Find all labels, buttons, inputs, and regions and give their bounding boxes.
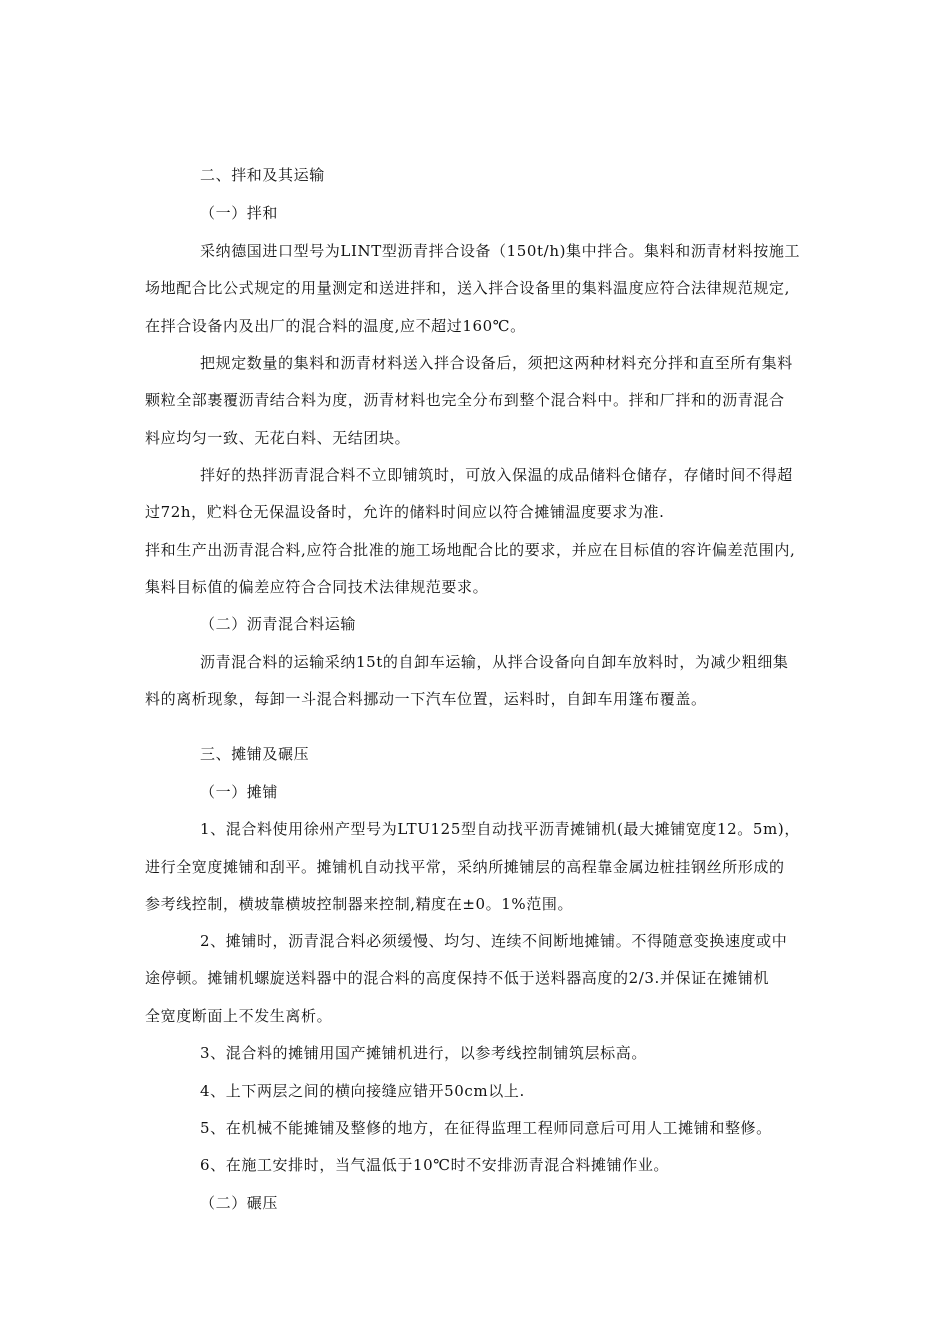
paragraph-line: 6、在施工安排时，当气温低于10℃时不安排沥青混合料摊铺作业。 bbox=[200, 1156, 670, 1174]
paragraph-line: 拌和生产出沥青混合料,应符合批准的施工场地配合比的要求，并应在目标值的容许偏差范围内, bbox=[145, 541, 796, 559]
paragraph-line: 进行全宽度摊铺和刮平。摊铺机自动找平常，采纳所摊铺层的高程靠金属边桩挂钢丝所形成的 bbox=[145, 858, 785, 876]
paragraph-line: 参考线控制，横坡靠横坡控制器来控制,精度在±0。1%范围。 bbox=[145, 895, 574, 913]
subheading-mixing: （一）拌和 bbox=[200, 204, 279, 222]
paragraph-line: 2、摊铺时，沥青混合料必须缓慢、均匀、连续不间断地摊铺。不得随意变换速度或中 bbox=[200, 932, 788, 950]
paragraph-line: 1、混合料使用徐州产型号为LTU125型自动找平沥青摊铺机(最大摊铺宽度12。5m)， bbox=[200, 820, 800, 838]
paragraph-line: 把规定数量的集料和沥青材料送入拌合设备后，须把这两种材料充分拌和直至所有集料 bbox=[200, 354, 793, 372]
paragraph-line: 拌好的热拌沥青混合料不立即铺筑时，可放入保温的成品储料仓储存，存储时间不得超 bbox=[200, 466, 793, 484]
subheading-asphalt-transport: （二）沥青混合料运输 bbox=[200, 615, 357, 633]
paragraph-line: 场地配合比公式规定的用量测定和送进拌和，送入拌合设备里的集料温度应符合法律规范规定, bbox=[145, 279, 790, 297]
paragraph-line: 采纳德国进口型号为LINT型沥青拌合设备（150t/h)集中拌合。集料和沥青材料按施工 bbox=[200, 242, 801, 260]
paragraph-line: 集料目标值的偏差应符合合同技术法律规范要求。 bbox=[145, 578, 489, 596]
paragraph-line: 3、混合料的摊铺用国产摊铺机进行，以参考线控制铺筑层标高。 bbox=[200, 1044, 647, 1062]
paragraph-line: 料应均匀一致、无花白料、无结团块。 bbox=[145, 429, 411, 447]
paragraph-line: 4、上下两层之间的横向接缝应错开50cm以上. bbox=[200, 1082, 525, 1100]
subheading-paving: （一）摊铺 bbox=[200, 783, 279, 801]
paragraph-line: 全宽度断面上不发生离析。 bbox=[145, 1007, 333, 1025]
paragraph-line: 沥青混合料的运输采纳15t的自卸车运输，从拌合设备向自卸车放料时，为减少粗细集 bbox=[200, 653, 789, 671]
section-heading-paving-rolling: 三、摊铺及碾压 bbox=[200, 745, 310, 763]
paragraph-line: 途停顿。摊铺机螺旋送料器中的混合料的高度保持不低于送料器高度的2/3.并保证在摊铺机 bbox=[145, 969, 770, 987]
paragraph-line: 5、在机械不能摊铺及整修的地方，在征得监理工程师同意后可用人工摊铺和整修。 bbox=[200, 1119, 772, 1137]
paragraph-line: 过72h，贮料仓无保温设备时，允许的储料时间应以符合摊铺温度要求为准. bbox=[145, 503, 665, 521]
subheading-rolling: （二）碾压 bbox=[200, 1194, 279, 1212]
paragraph-line: 料的离析现象，每卸一斗混合料挪动一下汽车位置，运料时，自卸车用篷布覆盖。 bbox=[145, 690, 707, 708]
paragraph-line: 颗粒全部裹覆沥青结合料为度，沥青材料也完全分布到整个混合料中。拌和厂拌和的沥青混合 bbox=[145, 391, 785, 409]
paragraph-line: 在拌合设备内及出厂的混合料的温度,应不超过160℃。 bbox=[145, 317, 526, 335]
section-heading-mixing-transport: 二、拌和及其运输 bbox=[200, 166, 325, 184]
